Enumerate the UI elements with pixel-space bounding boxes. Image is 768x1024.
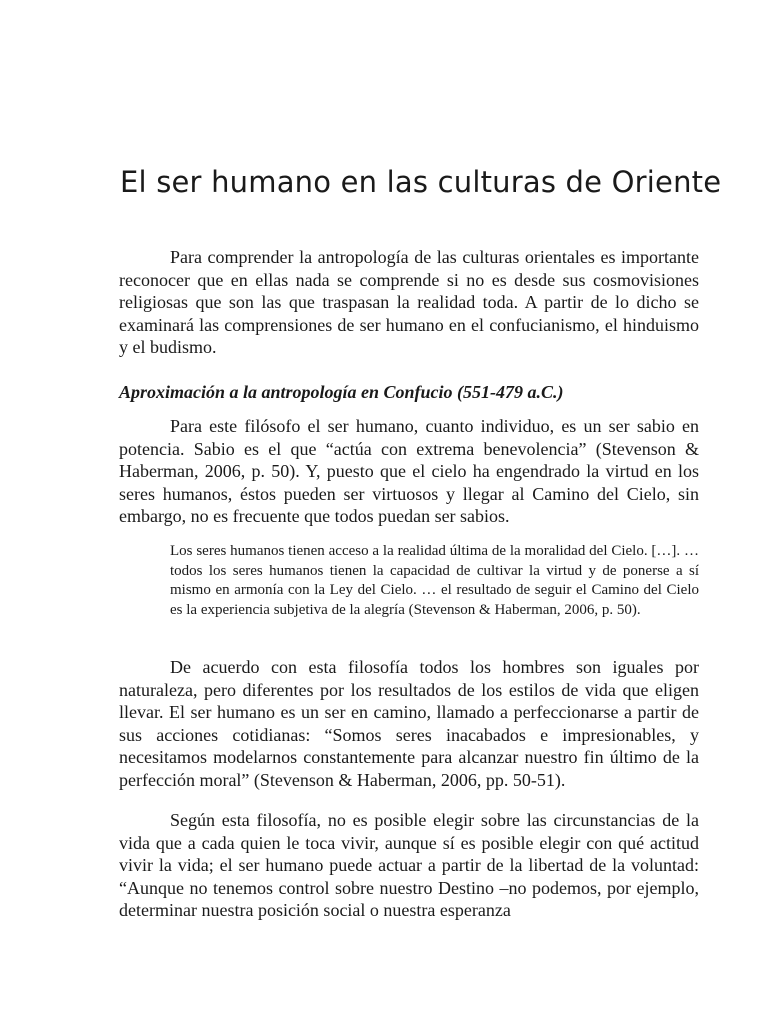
acuerdo-paragraph: De acuerdo con esta filosofía todos los hombres son iguales por naturaleza, pero diferentes por los resultados de los estilos de vida que eligen llevar. El ser humano es un ser en camino, llamado a perfeccionarse a partir de sus acciones cotidianas: “Somos seres inacabados e impresionables, y necesitamos modelarnos constantemente para alcanzar nuestro fin último de la perfección moral” (Stevenson & Haberman, 2006, pp. 50-51).	[119, 657, 699, 790]
segun-paragraph: Según esta filosofía, no es posible elegir sobre las circunstancias de la vida que a cada quien le toca vivir, aunque sí es posible elegir con qué actitud vivir la vida; el ser humano puede actuar a partir de la libertad de la voluntad: “Aunque no tenemos control sobre nuestro Destino –no podemos, por ejemplo, determinar nuestra posición social o nuestra esperanza	[119, 810, 699, 920]
section-heading: Aproximación a la antropología en Confucio (551-479 a.C.)	[119, 382, 564, 402]
block-quote: Los seres humanos tienen acceso a la realidad última de la moralidad del Cielo. […]. …todos los seres humanos tienen la capacidad de cultivar la virtud y de ponerse a sí mismo en armonía con la Ley del Cielo. … el resultado de seguir el Camino del Cielo es la experiencia subjetiva de la alegría (Stevenson & Haberman, 2006, p. 50).	[170, 543, 699, 618]
chapter-title: El ser humano en las culturas de Oriente	[120, 165, 722, 199]
confucio-paragraph: Para este filósofo el ser humano, cuanto individuo, es un ser sabio en potencia. Sabio es el que “actúa con extrema benevolencia” (Stevenson & Haberman, 2006, p. 50). Y, puesto que el cielo ha engendrado la virtud en los seres humanos, éstos pueden ser virtuosos y llegar al Camino del Cielo, sin embargo, no es frecuente que todos puedan ser sabios.	[119, 416, 699, 526]
intro-paragraph: Para comprender la antropología de las culturas orientales es importante reconocer que en ellas nada se comprende si no es desde sus cosmovisiones religiosas que son las que traspasan la realidad toda. A partir de lo dicho se examinará las comprensiones de ser humano en el confucianismo, el hinduismo y el budismo.	[119, 247, 699, 357]
